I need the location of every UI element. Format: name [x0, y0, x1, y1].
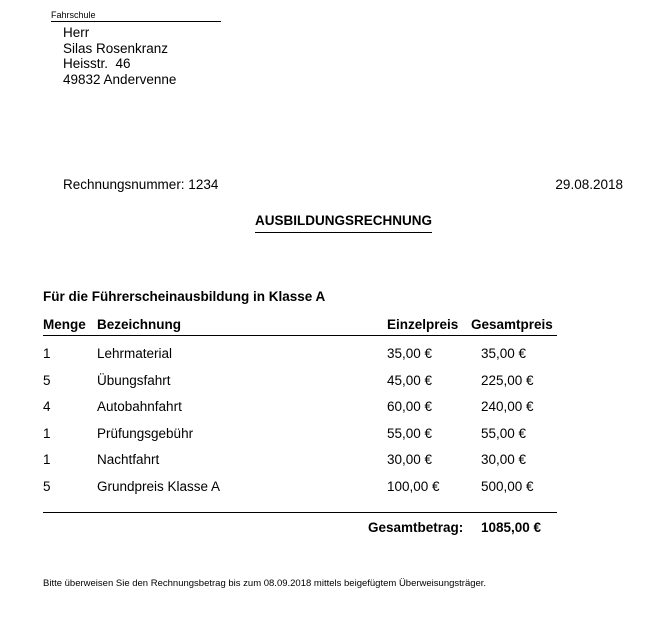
row-unit-price: 100,00 €: [387, 478, 440, 494]
row-qty: 4: [43, 399, 51, 414]
row-qty: 1: [43, 452, 51, 467]
row-total-price: 500,00 €: [481, 478, 534, 494]
row-unit-price: 60,00 €: [387, 399, 433, 414]
row-description: Prüfungsgebühr: [97, 425, 194, 441]
row-description: Nachtfahrt: [97, 452, 160, 467]
payment-note: Bitte überweisen Sie den Rechnungsbetrag bis zum 08.09.2018 mittels beigefügtem Überweisungsträger.: [43, 578, 487, 589]
table-header-row: [43, 313, 557, 336]
row-unit-price: 55,00 €: [387, 425, 433, 441]
row-qty: 1: [43, 346, 51, 361]
table-row: [43, 342, 557, 369]
total-divider: [43, 512, 557, 513]
table-row: [43, 422, 557, 449]
row-qty: 1: [43, 425, 51, 441]
recipient-street: Heisstr. 46: [63, 56, 131, 71]
header-qty: Menge: [43, 317, 86, 332]
row-total-price: 35,00 €: [481, 346, 527, 361]
row-description: Lehrmaterial: [97, 346, 173, 361]
recipient-city: 49832 Andervenne: [63, 71, 177, 87]
total-value: 1085,00 €: [481, 520, 542, 535]
items-table: [43, 313, 557, 501]
invoice-date: 29.08.2018: [555, 177, 623, 192]
invoice-subtitle: Für die Führerscheinausbildung in Klasse A: [43, 289, 326, 304]
table-row: [43, 448, 557, 475]
row-description: Grundpreis Klasse A: [97, 478, 221, 494]
header-total-price: Gesamtpreis: [471, 317, 553, 332]
recipient-salutation: Herr: [63, 25, 90, 40]
row-unit-price: 35,00 €: [387, 346, 433, 361]
sender-label: Fahrschule: [51, 10, 96, 20]
document-title: AUSBILDUNGSRECHNUNG: [255, 213, 432, 233]
row-total-price: 225,00 €: [481, 372, 534, 388]
row-total-price: 240,00 €: [481, 399, 534, 414]
row-unit-price: 30,00 €: [387, 452, 433, 467]
row-total-price: 30,00 €: [481, 452, 527, 467]
row-qty: 5: [43, 372, 51, 388]
table-row: [43, 475, 557, 502]
header-unit-price: Einzelpreis: [387, 317, 459, 332]
row-total-price: 55,00 €: [481, 425, 527, 441]
table-row: [43, 369, 557, 396]
sender-divider: [51, 21, 221, 22]
row-description: Übungsfahrt: [97, 372, 171, 388]
total-label: Gesamtbetrag:: [368, 520, 464, 535]
recipient-name: Silas Rosenkranz: [63, 40, 169, 56]
table-row: [43, 395, 557, 422]
row-description: Autobahnfahrt: [97, 399, 182, 414]
recipient-address: [63, 25, 176, 87]
invoice-number: Rechnungsnummer: 1234: [63, 177, 219, 192]
row-qty: 5: [43, 478, 51, 494]
row-unit-price: 45,00 €: [387, 372, 433, 388]
header-description: Bezeichnung: [97, 317, 182, 332]
